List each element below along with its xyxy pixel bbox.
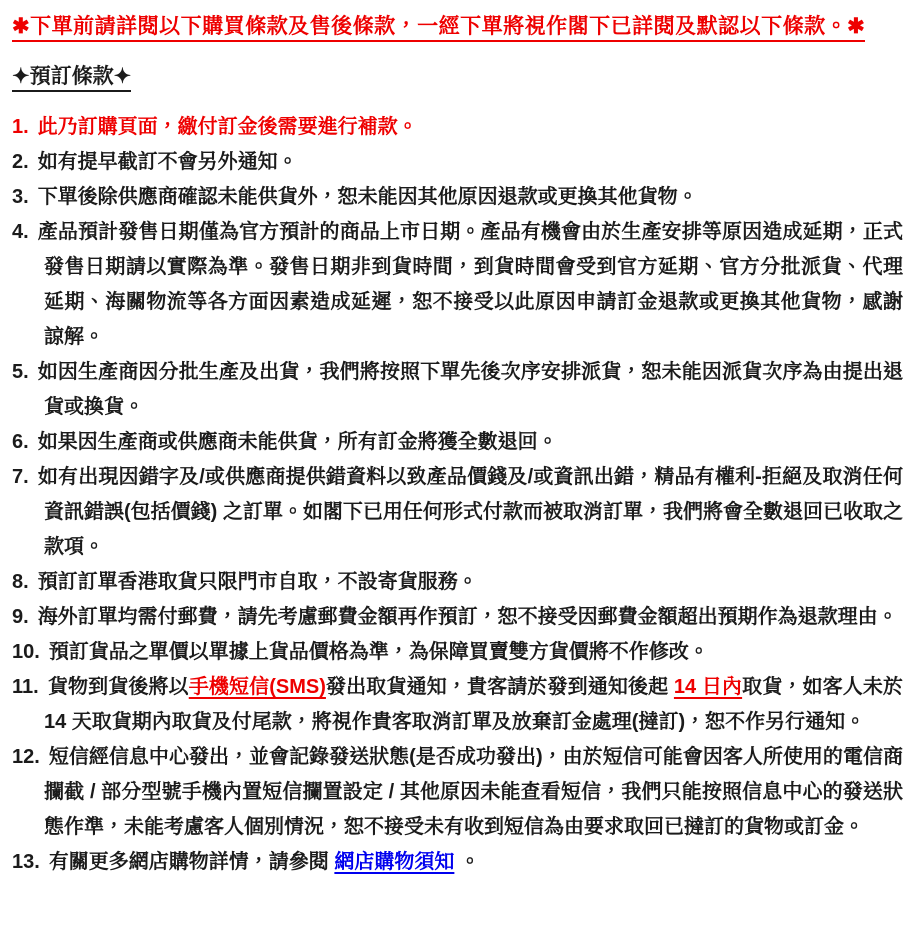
- term-number: 13.: [12, 851, 40, 873]
- term-text-segment: 產品預計發售日期僅為官方預計的商品上市日期。產品有機會由於生產安排等原因造成延期，正式發售日期請以實際為準。發售日期非到貨時間，到貨時間會受到官方延期、官方分批派貨、代理延期、海關物流等各方面因素造成延遲，恕不接受以此原因申請訂金退款或更換其他貨物，感謝諒解。: [37, 221, 903, 348]
- terms-list: [12, 110, 903, 880]
- term-text-segment: 手機短信(SMS): [188, 676, 326, 698]
- term-number: 11.: [12, 676, 39, 698]
- notice-banner: [12, 12, 903, 42]
- term-text-segment: 如因生產商因分批生產及出貨，我們將按照下單先後次序安排派貨，恕未能因派貨次序為由提出退貨或換貨。: [37, 361, 903, 418]
- term-text-segment: 取貨，如客人未於 14 天取貨期內取貨及付尾款，將視作貴客取消訂單及放棄訂金處理(撻訂)，恕不作另行通知。: [44, 676, 904, 733]
- term-number: 2.: [12, 151, 29, 173]
- term-number: 6.: [12, 431, 29, 453]
- term-number: 12.: [12, 746, 40, 768]
- term-item-7: [12, 460, 903, 565]
- term-number: 1.: [12, 116, 29, 138]
- term-number: 8.: [12, 571, 29, 593]
- shop-guide-link[interactable]: 網店購物須知: [334, 851, 455, 873]
- term-item-5: [12, 355, 903, 425]
- term-item-4: [12, 215, 903, 355]
- term-text-segment: 預訂訂單香港取貨只限門市自取，不設寄貨服務。: [37, 571, 478, 593]
- term-item-9: [12, 600, 903, 635]
- term-number: 5.: [12, 361, 29, 383]
- term-item-3: [12, 180, 903, 215]
- term-text-segment: 。: [454, 851, 480, 873]
- term-text-segment: 如果因生產商或供應商未能供貨，所有訂金將獲全數退回。: [37, 431, 558, 453]
- term-number: 7.: [12, 466, 29, 488]
- term-text-segment: 貨物到貨後將以: [47, 676, 189, 698]
- term-item-1: [12, 110, 903, 145]
- term-text-segment: 有關更多網店購物詳情，請參閱: [48, 851, 335, 873]
- term-number: 10.: [12, 641, 40, 663]
- term-item-12: [12, 740, 903, 845]
- term-item-10: [12, 635, 903, 670]
- term-number: 9.: [12, 606, 29, 628]
- term-number: 4.: [12, 221, 29, 243]
- term-text-segment: 14 日內: [673, 676, 743, 698]
- term-item-6: [12, 425, 903, 460]
- term-item-11: [12, 670, 903, 740]
- term-item-13: [12, 845, 903, 880]
- term-text-segment: 如有出現因錯字及/或供應商提供錯資料以致產品價錢及/或資訊出錯，精品有權利-拒絕及取消任何資訊錯誤(包括價錢) 之訂單。如閣下已用任何形式付款而被取消訂單，我們將會全數退回已收取之款項。: [37, 466, 903, 558]
- term-text-segment: 海外訂單均需付郵費，請先考慮郵費金額再作預訂，恕不接受因郵費金額超出預期作為退款理由。: [37, 606, 898, 628]
- term-text-segment: 短信經信息中心發出，並會記錄發送狀態(是否成功發出)，由於短信可能會因客人所使用的電信商攔截 / 部分型號手機內置短信攔置設定 / 其他原因未能查看短信，我們只能按照信息中心的發送狀態作準，未能考慮客人個別情況，恕不接受未有收到短信為由要求取回已撻訂的貨物或訂金。: [44, 746, 903, 838]
- section-title-text: ✦預訂條款✦: [12, 65, 131, 92]
- notice-text: ✱下單前請詳閱以下購買條款及售後條款，一經下單將視作閣下已詳閱及默認以下條款。✱: [12, 15, 865, 42]
- term-text-segment: 如有提早截訂不會另外通知。: [37, 151, 298, 173]
- term-item-2: [12, 145, 903, 180]
- term-item-8: [12, 565, 903, 600]
- section-title: [12, 62, 903, 92]
- term-text-segment: 預訂貨品之單價以單據上貨品價格為準，為保障買賣雙方貨價將不作修改。: [48, 641, 709, 663]
- term-text-segment: 下單後除供應商確認未能供貨外，恕未能因其他原因退款或更換其他貨物。: [37, 186, 698, 208]
- term-text-segment: 發出取貨通知，貴客請於發到通知後起: [325, 676, 674, 698]
- term-text-segment: 此乃訂購頁面，繳付訂金後需要進行補款。: [37, 116, 418, 138]
- term-number: 3.: [12, 186, 29, 208]
